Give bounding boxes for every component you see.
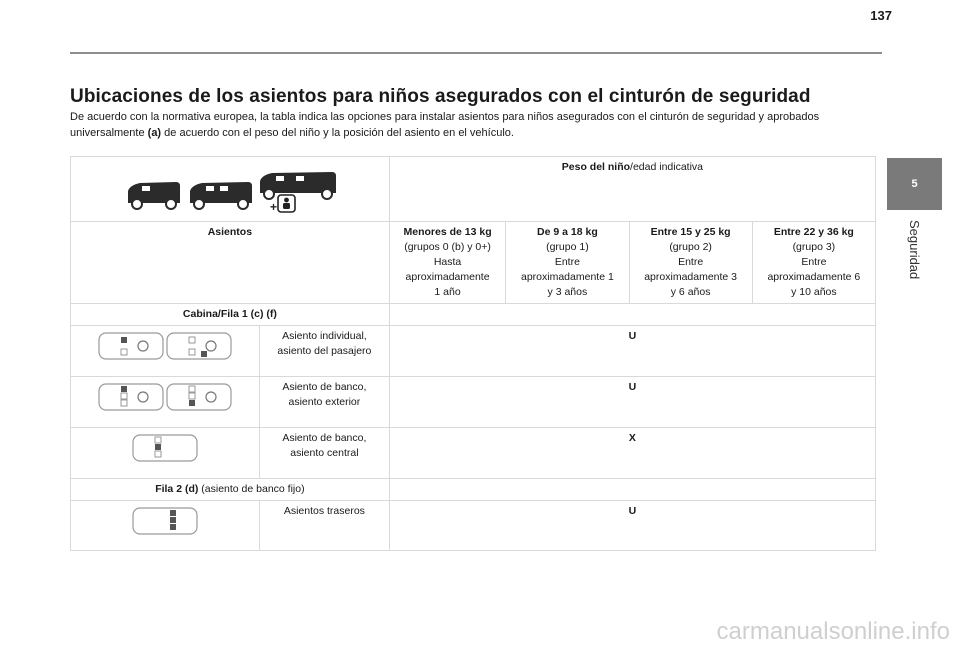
section-label-row2-note: (asiento de banco fijo) — [198, 483, 305, 495]
seat-description-cell — [259, 428, 389, 479]
intro-ref-a: (a) — [147, 127, 162, 139]
watermark: carmanualsonline.info — [716, 618, 950, 645]
seats-label-cell — [71, 222, 390, 304]
group-line: (grupos 0 (b) y 0+) — [404, 241, 491, 253]
svg-text:+: + — [269, 200, 277, 213]
group-line: aproximadamente — [405, 271, 490, 283]
table-row — [71, 326, 876, 377]
group-cell — [506, 222, 629, 304]
suitability-value: U — [628, 505, 637, 517]
chapter-label: Seguridad — [907, 220, 922, 280]
car-plan-single-seat-icon — [95, 329, 235, 363]
seat-plan-cell — [71, 428, 260, 479]
group-line: 1 año — [434, 286, 461, 298]
seat-description-cell — [259, 501, 389, 551]
section-label-cell — [71, 304, 390, 326]
seat-description-cell — [259, 326, 389, 377]
seat-description: asiento del pasajero — [277, 345, 372, 357]
group-line: aproximadamente 6 — [767, 271, 861, 283]
section-label-row2: Fila 2 (d) — [155, 483, 199, 495]
suitability-cell — [389, 377, 875, 428]
page-number: 137 — [870, 8, 892, 23]
group-cell — [629, 222, 752, 304]
car-plan-rear-icon — [130, 504, 200, 538]
group-cell — [389, 222, 506, 304]
seat-plan-cell — [71, 326, 260, 377]
group-weight: De 9 a 18 kg — [537, 226, 598, 238]
seats-label: Asientos — [207, 226, 253, 238]
table-header-row — [71, 157, 876, 222]
chapter-tab[interactable]: 5 — [887, 158, 942, 210]
suitability-value: X — [628, 432, 636, 444]
suitability-value: U — [628, 381, 637, 393]
group-line: Hasta — [433, 256, 462, 268]
group-line: Entre — [801, 256, 827, 268]
group-line: Entre — [678, 256, 704, 268]
group-line: y 10 años — [791, 286, 837, 298]
child-seat-table — [70, 156, 876, 551]
group-line: (grupo 2) — [669, 241, 712, 253]
table-row — [71, 501, 876, 551]
page-title: Ubicaciones de los asientos para niños asegurados con el cinturón de seguridad — [70, 86, 811, 107]
van-long-icon — [260, 172, 336, 199]
car-plan-bench-center-icon — [130, 431, 200, 465]
seat-description-cell — [259, 377, 389, 428]
section-label-cell — [71, 479, 390, 501]
vehicle-versions-cell — [71, 157, 390, 222]
group-weight: Entre 22 y 36 kg — [773, 226, 854, 238]
seat-description: Asiento individual, — [282, 330, 367, 342]
empty-cell — [389, 479, 875, 501]
group-weight: Entre 15 y 25 kg — [650, 226, 731, 238]
weight-header-cell — [389, 157, 875, 222]
section-row-rear — [71, 479, 876, 501]
table-row — [71, 377, 876, 428]
section-row-cabin — [71, 304, 876, 326]
group-weight: Menores de 13 kg — [403, 226, 492, 238]
seat-description: asiento exterior — [288, 396, 361, 408]
suitability-value: U — [628, 330, 637, 342]
seat-plan-cell — [71, 377, 260, 428]
table-row — [71, 428, 876, 479]
van-medium-icon — [190, 182, 252, 209]
suitability-cell — [389, 326, 875, 377]
weight-header-label: Peso del niño — [561, 161, 631, 173]
seat-description: Asientos traseros — [283, 505, 365, 517]
group-line: aproximadamente 3 — [644, 271, 738, 283]
intro-text-2: de acuerdo con el peso del niño y la posición del asiento en el vehículo. — [161, 127, 514, 139]
empty-cell — [389, 304, 875, 326]
car-plan-bench-outer-icon — [95, 380, 235, 414]
intro-text-1: De acuerdo con la normativa europea, la tabla indica las opciones para instalar asientos para niños asegurados con el cinturón de seguridad y aprobados universalmente — [70, 111, 820, 139]
section-label-cabin: Cabina/Fila 1 (c) (f) — [182, 308, 277, 320]
van-versions-icon — [120, 167, 340, 213]
seat-description: Asiento de banco, — [282, 381, 367, 393]
age-header-label: /edad indicativa — [630, 161, 704, 173]
suitability-cell — [389, 501, 875, 551]
group-line: (grupo 3) — [792, 241, 836, 253]
group-line: Entre — [554, 256, 580, 268]
seat-description: Asiento de banco, — [282, 432, 367, 444]
groups-row — [71, 222, 876, 304]
group-cell — [752, 222, 875, 304]
group-line: y 6 años — [670, 286, 711, 298]
suitability-cell — [389, 428, 875, 479]
group-line: aproximadamente 1 — [521, 271, 614, 283]
group-line: y 3 años — [547, 286, 588, 298]
van-short-icon — [128, 182, 180, 209]
seat-description: asiento central — [290, 447, 359, 459]
seat-plan-cell — [71, 501, 260, 551]
top-divider — [70, 52, 882, 54]
group-line: (grupo 1) — [546, 241, 589, 253]
child-seat-plus-icon — [270, 195, 295, 213]
intro-paragraph — [70, 109, 880, 141]
